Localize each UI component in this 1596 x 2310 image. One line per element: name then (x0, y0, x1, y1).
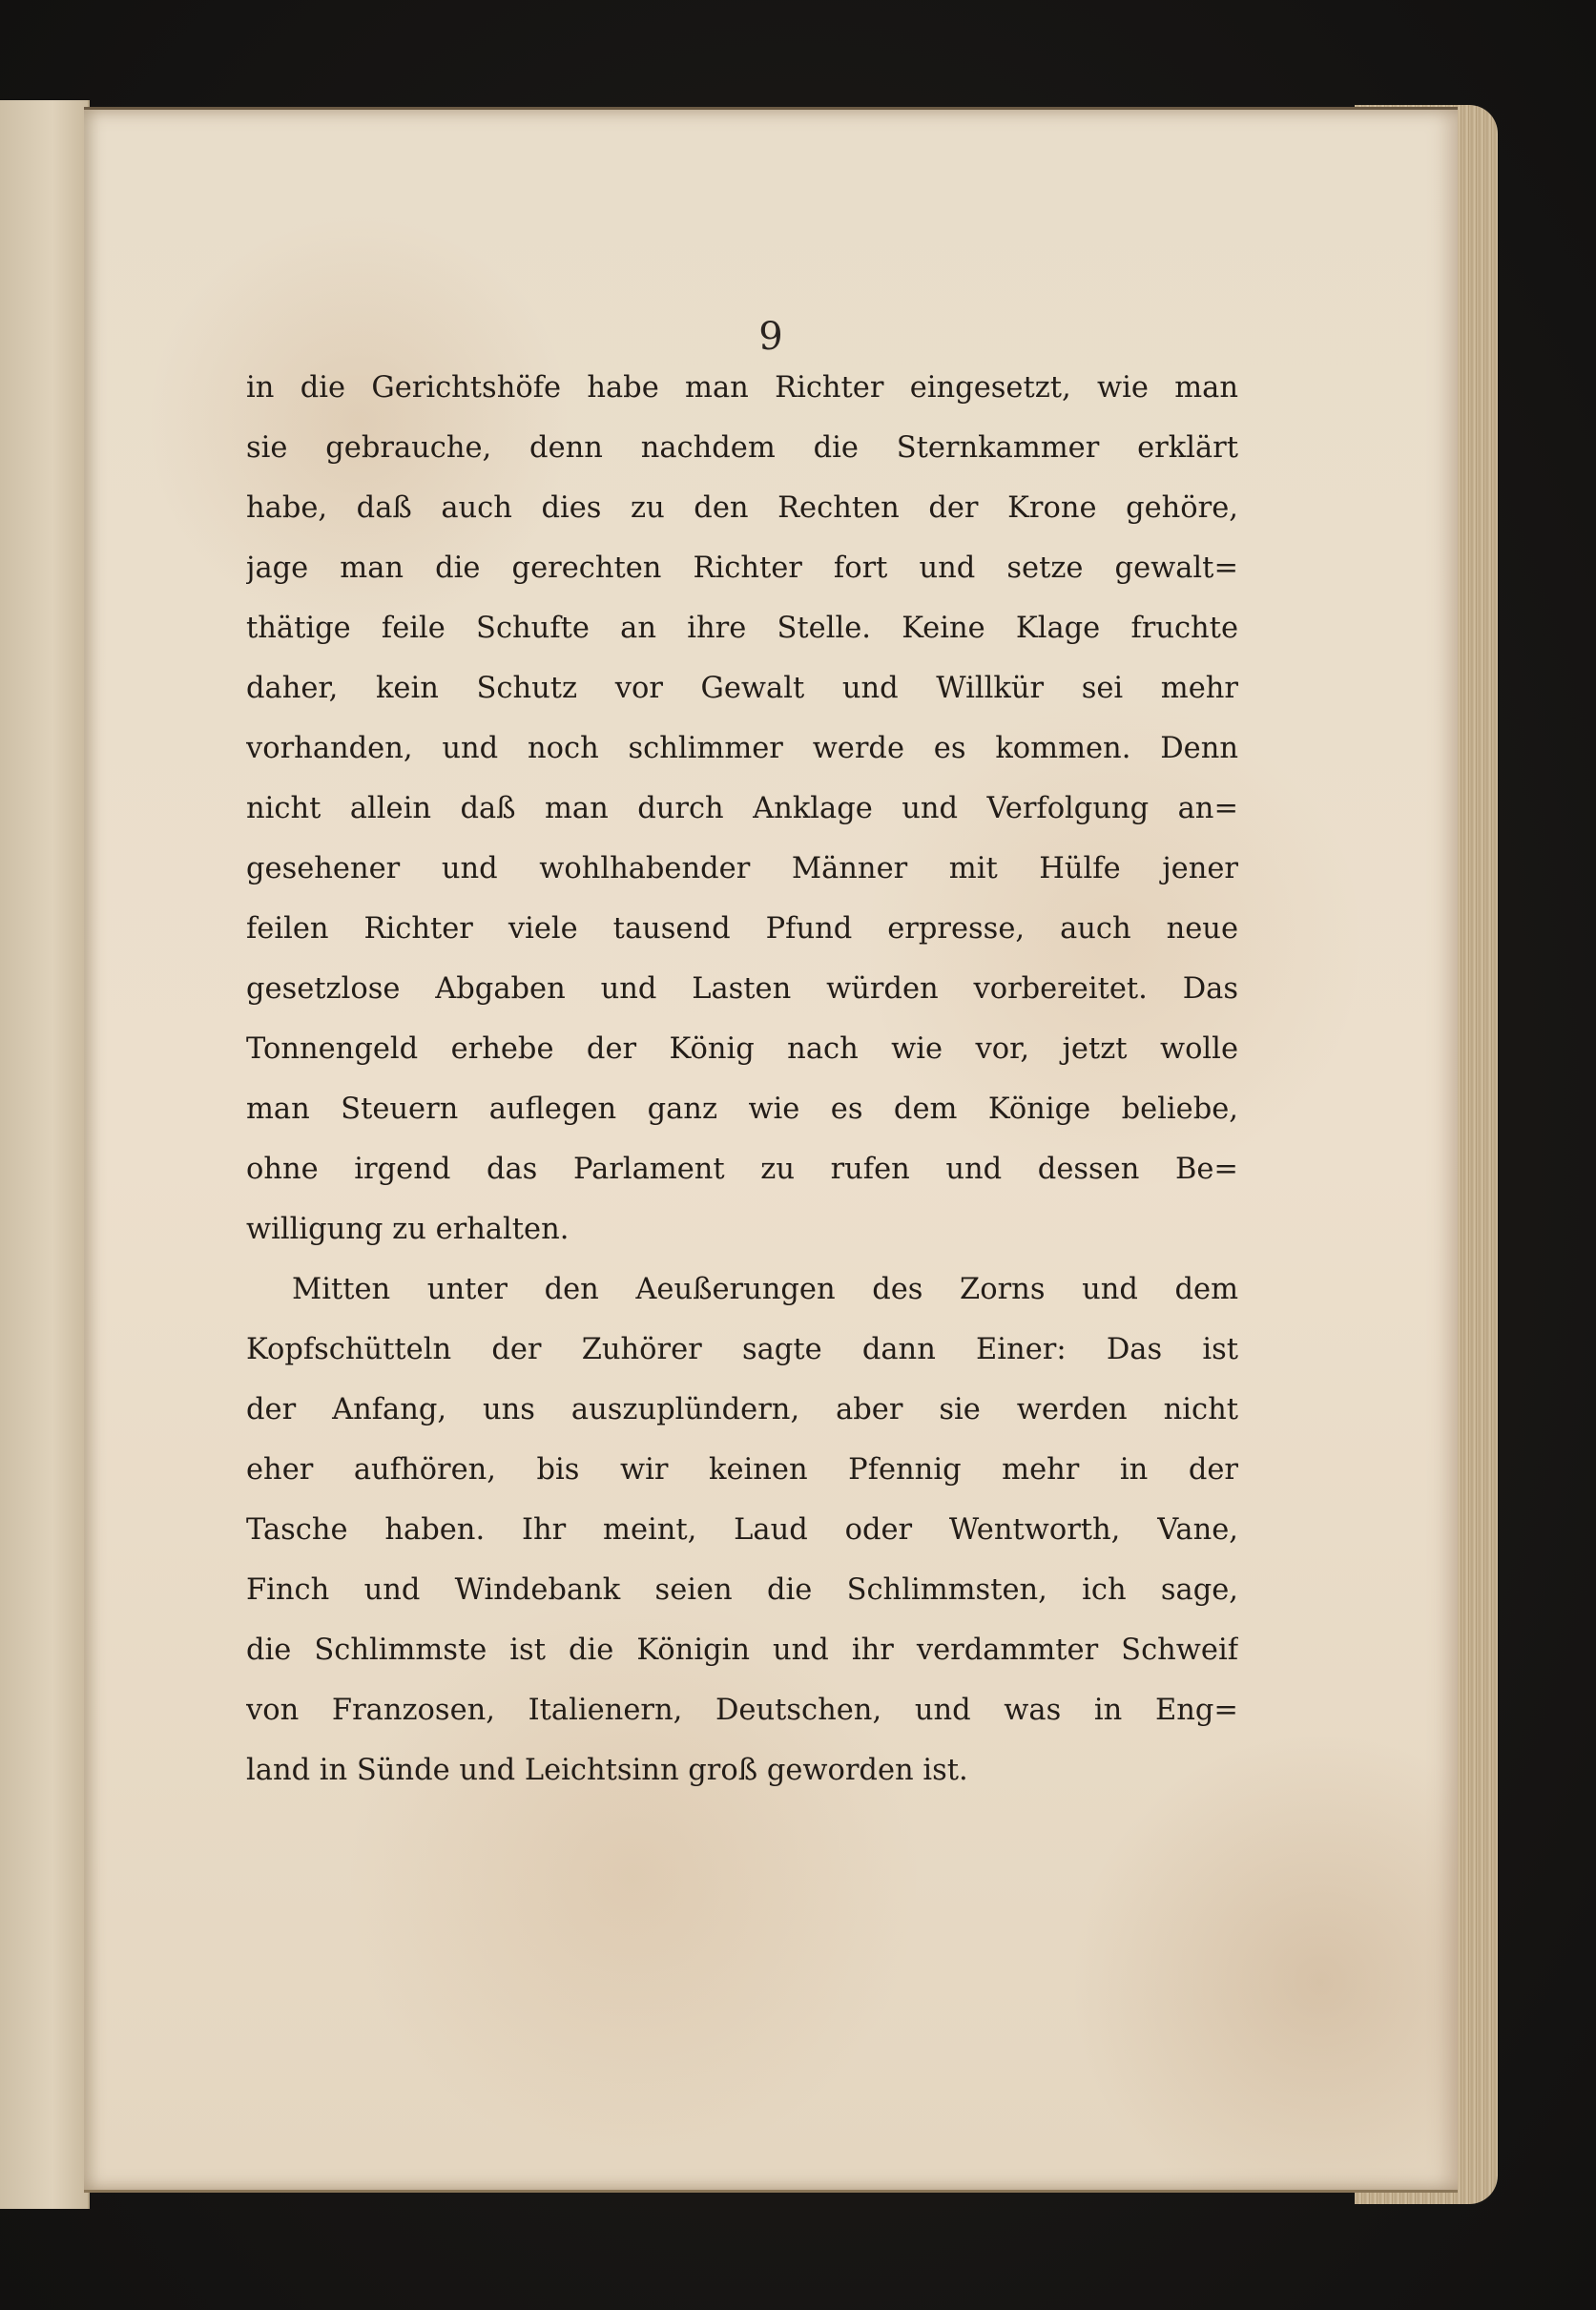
page-number: 9 (758, 315, 783, 359)
text-line: vorhanden, und noch schlimmer werde es kommen. Denn (246, 732, 1238, 765)
text-line: Tasche haben. Ihr meint, Laud oder Wentworth, Vane, (246, 1513, 1238, 1547)
text-line: Tonnengeld erhebe der König nach wie vor, jetzt wolle (246, 1032, 1238, 1066)
text-line: habe, daß auch dies zu den Rechten der Krone gehöre, (246, 491, 1238, 525)
text-line: thätige feile Schufte an ihre Stelle. Keine Klage fruchte (246, 612, 1238, 645)
text-line: gesetzlose Abgaben und Lasten würden vorbereitet. Das (246, 972, 1238, 1006)
text-line: Kopfschütteln der Zuhörer sagte dann Einer: Das ist (246, 1333, 1238, 1366)
text-line: ohne irgend das Parlament zu rufen und dessen Be= (246, 1153, 1238, 1186)
text-line: feilen Richter viele tausend Pfund erpresse, auch neue (246, 912, 1238, 946)
text-line: die Schlimmste ist die Königin und ihr verdammter Schweif (246, 1634, 1238, 1667)
text-line: man Steuern auflegen ganz wie es dem Könige beliebe, (246, 1093, 1238, 1126)
facing-page-edge (0, 100, 90, 2209)
text-line: Mitten unter den Aeußerungen des Zorns und dem (292, 1273, 1238, 1306)
text-line: in die Gerichtshöfe habe man Richter eingesetzt, wie man (246, 371, 1238, 405)
text-line: daher, kein Schutz vor Gewalt und Willkür sei mehr (246, 672, 1238, 705)
text-line: Finch und Windebank seien die Schlimmsten, ich sage, (246, 1573, 1238, 1607)
text-line: land in Sünde und Leichtsinn groß geworden ist. (246, 1754, 968, 1787)
text-line: von Franzosen, Italienern, Deutschen, und was in Eng= (246, 1694, 1238, 1727)
text-line: willigung zu erhalten. (246, 1213, 570, 1246)
book-page (84, 107, 1458, 2193)
text-line: der Anfang, uns auszuplündern, aber sie werden nicht (246, 1393, 1238, 1426)
text-line: sie gebrauche, denn nachdem die Sternkammer erklärt (246, 431, 1238, 465)
text-line: eher aufhören, bis wir keinen Pfennig mehr in der (246, 1453, 1238, 1487)
text-line: gesehener und wohlhabender Männer mit Hülfe jener (246, 852, 1238, 885)
page-text (246, 358, 1238, 1800)
text-line: nicht allein daß man durch Anklage und Verfolgung an= (246, 792, 1238, 825)
text-line: jage man die gerechten Richter fort und setze gewalt= (246, 551, 1238, 585)
